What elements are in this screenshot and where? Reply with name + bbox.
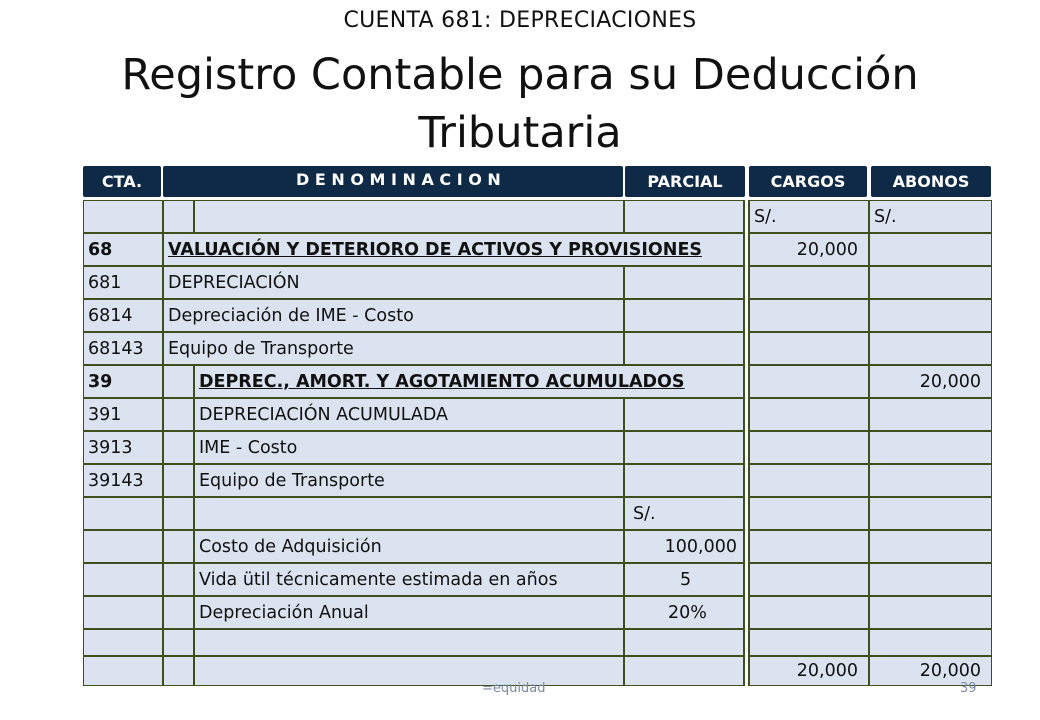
header-abonos: ABONOS [871, 166, 991, 197]
header-denominacion: D E N O M I N A C I O N [163, 166, 623, 197]
rowtot-sub [163, 656, 194, 686]
header-parcial: PARCIAL [625, 166, 745, 197]
row1-cargos: S/. [749, 200, 869, 233]
row39143-sub [163, 464, 194, 497]
row391-cargos [749, 398, 869, 431]
row3913-sub [163, 431, 194, 464]
subtitle: CUENTA 681: DEPRECIACIONES [343, 8, 697, 33]
header-cargos: CARGOS [749, 166, 867, 197]
row1-parcial [624, 200, 744, 233]
column-separator [744, 200, 745, 686]
row391-sub [163, 398, 194, 431]
page-title: Registro Contable para su Deducción Tributaria [121, 50, 919, 158]
rowvida-sub [163, 563, 194, 596]
row68-cargos: 20,000 [749, 233, 869, 266]
row68143-parcial [624, 332, 744, 365]
row39-abonos: 20,000 [869, 365, 992, 398]
header-cta: CTA. [83, 166, 161, 197]
row6814-abonos [869, 299, 992, 332]
row6814-denominacion: Depreciación de IME - Costo [163, 299, 624, 332]
row68-cta: 68 [83, 233, 163, 266]
rowcosto-sub [163, 530, 194, 563]
row391-denominacion: DEPRECIACIÓN ACUMULADA [194, 398, 624, 431]
rowcosto-cta [83, 530, 163, 563]
row3913-parcial [624, 431, 744, 464]
row681-cargos [749, 266, 869, 299]
row681-cta: 681 [83, 266, 163, 299]
row1-cta [83, 200, 163, 233]
row68143-cta: 68143 [83, 332, 163, 365]
rowcur-sub [163, 497, 194, 530]
row3913-cta: 3913 [83, 431, 163, 464]
row6814-cta: 6814 [83, 299, 163, 332]
row39143-cargos [749, 464, 869, 497]
total-abonos: 20,000 [869, 656, 992, 686]
rowcur-parcial: S/. [624, 497, 744, 530]
rowvida-cta [83, 563, 163, 596]
rowempty-abonos [869, 629, 992, 656]
page-number: 39 [960, 681, 977, 696]
row39-cargos [749, 365, 869, 398]
rowvida-value: 5 [624, 563, 744, 596]
row391-parcial [624, 398, 744, 431]
rowcur-cargos [749, 497, 869, 530]
row68-abonos [869, 233, 992, 266]
rowdep-abonos [869, 596, 992, 629]
row6814-cargos [749, 299, 869, 332]
row681-denominacion: DEPRECIACIÓN [163, 266, 624, 299]
row1-denominacion [194, 200, 624, 233]
row39143-cta: 39143 [83, 464, 163, 497]
row39-cta: 39 [83, 365, 163, 398]
rowempty-denominacion [194, 629, 624, 656]
rowdep-sub [163, 596, 194, 629]
rowempty-parcial [624, 629, 744, 656]
rowcosto-cargos [749, 530, 869, 563]
rowdep-label: Depreciación Anual [194, 596, 624, 629]
rowcur-abonos [869, 497, 992, 530]
rowvida-abonos [869, 563, 992, 596]
rowdep-value: 20% [624, 596, 744, 629]
row1-abonos: S/. [869, 200, 992, 233]
row68-denominacion: VALUACIÓN Y DETERIORO DE ACTIVOS Y PROVISIONES [163, 233, 744, 266]
column-separator [748, 200, 749, 686]
rowdep-cta [83, 596, 163, 629]
row6814-parcial [624, 299, 744, 332]
row39143-abonos [869, 464, 992, 497]
rowvida-cargos [749, 563, 869, 596]
row68143-denominacion: Equipo de Transporte [163, 332, 624, 365]
row39-denominacion: DEPREC., AMORT. Y AGOTAMIENTO ACUMULADOS [194, 365, 744, 398]
rowempty-cta [83, 629, 163, 656]
rowcur-denominacion [194, 497, 624, 530]
footer-text: =equidad [482, 681, 546, 696]
rowtot-denominacion [194, 656, 624, 686]
rowcosto-abonos [869, 530, 992, 563]
row3913-denominacion: IME - Costo [194, 431, 624, 464]
rowcosto-value: 100,000 [624, 530, 744, 563]
row39143-parcial [624, 464, 744, 497]
rowcosto-label: Costo de Adquisición [194, 530, 624, 563]
rowtot-parcial [624, 656, 744, 686]
row1-sub [163, 200, 194, 233]
row391-cta: 391 [83, 398, 163, 431]
rowempty-cargos [749, 629, 869, 656]
row681-parcial [624, 266, 744, 299]
row39-sub [163, 365, 194, 398]
total-cargos: 20,000 [749, 656, 869, 686]
row3913-cargos [749, 431, 869, 464]
rowdep-cargos [749, 596, 869, 629]
row3913-abonos [869, 431, 992, 464]
rowempty-sub [163, 629, 194, 656]
rowvida-label: Vida ütil técnicamente estimada en años [194, 563, 624, 596]
rowtot-cta [83, 656, 163, 686]
rowcur-cta [83, 497, 163, 530]
row68143-abonos [869, 332, 992, 365]
row391-abonos [869, 398, 992, 431]
row39143-denominacion: Equipo de Transporte [194, 464, 624, 497]
row681-abonos [869, 266, 992, 299]
row68143-cargos [749, 332, 869, 365]
